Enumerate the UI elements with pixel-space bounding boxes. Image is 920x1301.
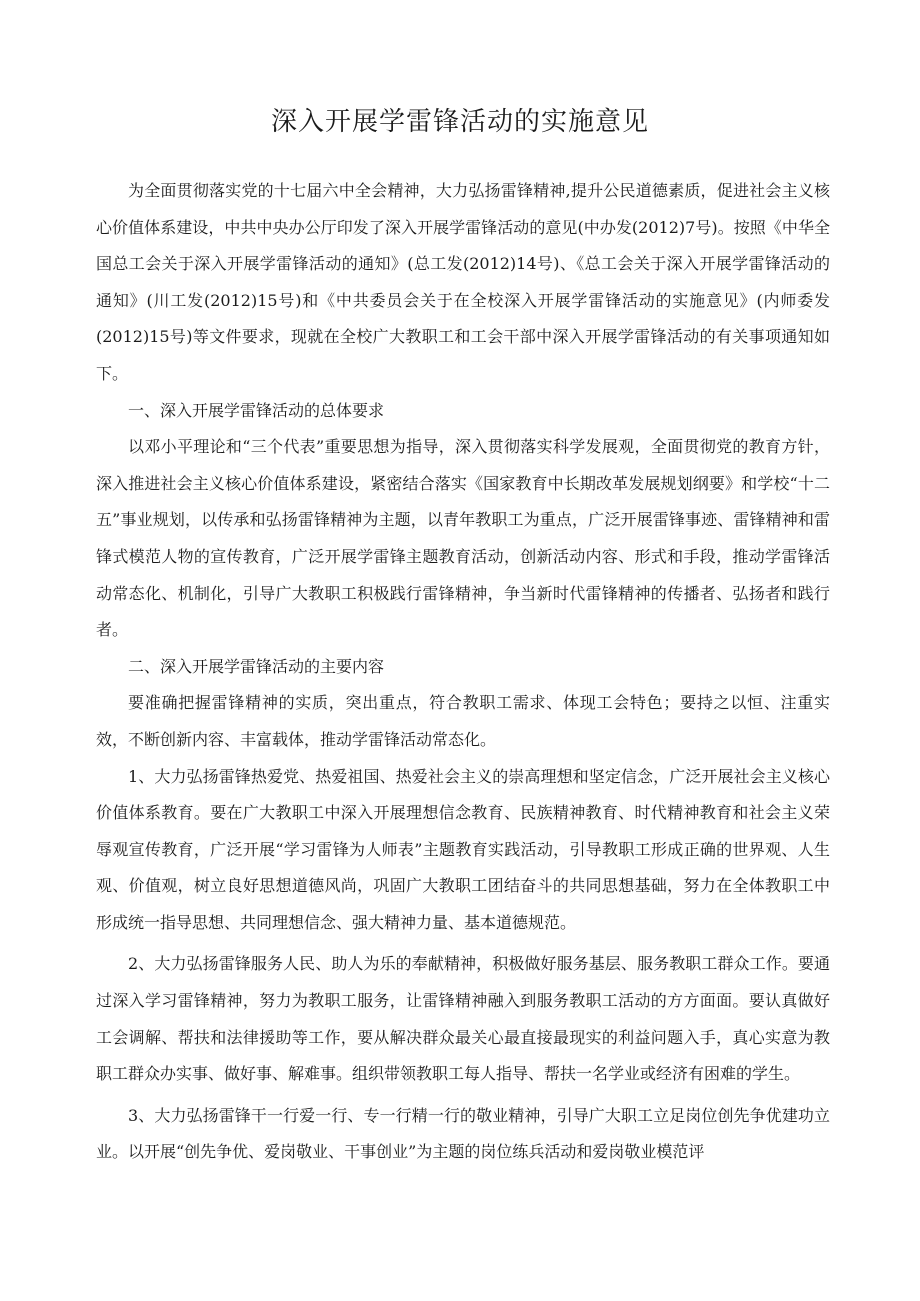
section-heading-2: 二、深入开展学雷锋活动的主要内容 [128,656,385,676]
item-1-paragraph: 1、大力弘扬雷锋热爱党、热爱祖国、热爱社会主义的崇高理想和坚定信念，广泛开展社会主义核心价值体系教育。要在广大教职工中深入开展理想信念教育、民族精神教育、时代精神教育和社会主义荣辱观宣传教育，广泛开展“学习雷锋为人师表”主题教育实践活动，引导教职工形成正确的世界观、人生观、价值观，树立良好思想道德风尚，巩固广大教职工团结奋斗的共同思想基础，努力在全体教职工中形成统一指导思想、共同理想信念、强大精神力量、基本道德规范。 [96,766,830,932]
section-2-intro-paragraph: 要准确把握雷锋精神的实质，突出重点，符合教职工需求、体现工会特色；要持之以恒、注重实效，不断创新内容、丰富载体，推动学雷锋活动常态化。 [96,693,830,749]
document-body [96,173,830,1171]
document-title: 深入开展学雷锋活动的实施意见 [270,107,649,137]
section-heading-1: 一、深入开展学雷锋活动的总体要求 [128,400,385,420]
item-2-paragraph: 2、大力弘扬雷锋服务人民、助人为乐的奉献精神，积极做好服务基层、服务教职工群众工作。要通过深入学习雷锋精神，努力为教职工服务，让雷锋精神融入到服务教职工活动的方方面面。要认真做好工会调解、帮扶和法律援助等工作，要从解决群众最关心最直接最现实的利益问题入手，真心实意为教职工群众办实事、做好事、解难事。组织带领教职工每人指导、帮扶一名学业或经济有困难的学生。 [96,954,830,1084]
item-3-paragraph: 3、大力弘扬雷锋干一行爱一行、专一行精一行的敬业精神，引导广大职工立足岗位创先争优建功立业。以开展“创先争优、爱岗敬业、干事创业”为主题的岗位练兵活动和爱岗敬业模范评 [96,1105,830,1162]
intro-paragraph: 为全面贯彻落实党的十七届六中全会精神，大力弘扬雷锋精神,提升公民道德素质，促进社会主义核心价值体系建设，中共中央办公厅印发了深入开展学雷锋活动的意见(中办发(2012)7号)。按照《中华全国总工会关于深入开展学雷锋活动的通知》(总工发(2012)14号)、《总工会关于深入开展学雷锋活动的通知》(川工发(2012)15号)和《中共委员会关于在全校深入开展学雷锋活动的实施意见》(内师委发(2012)15号)等文件要求，现就在全校广大教职工和工会干部中深入开展学雷锋活动的有关事项通知如下。 [96,181,830,383]
section-1-paragraph: 以邓小平理论和“三个代表”重要思想为指导，深入贯彻落实科学发展观，全面贯彻党的教育方针，深入推进社会主义核心价值体系建设，紧密结合落实《国家教育中长期改革发展规划纲要》和学校“十二五”事业规划，以传承和弘扬雷锋精神为主题，以青年教职工为重点，广泛开展雷锋事迹、雷锋精神和雷锋式模范人物的宣传教育，广泛开展学雷锋主题教育活动，创新活动内容、形式和手段，推动学雷锋活动常态化、机制化，引导广大教职工积极践行雷锋精神，争当新时代雷锋精神的传播者、弘扬者和践行者。 [96,437,830,640]
